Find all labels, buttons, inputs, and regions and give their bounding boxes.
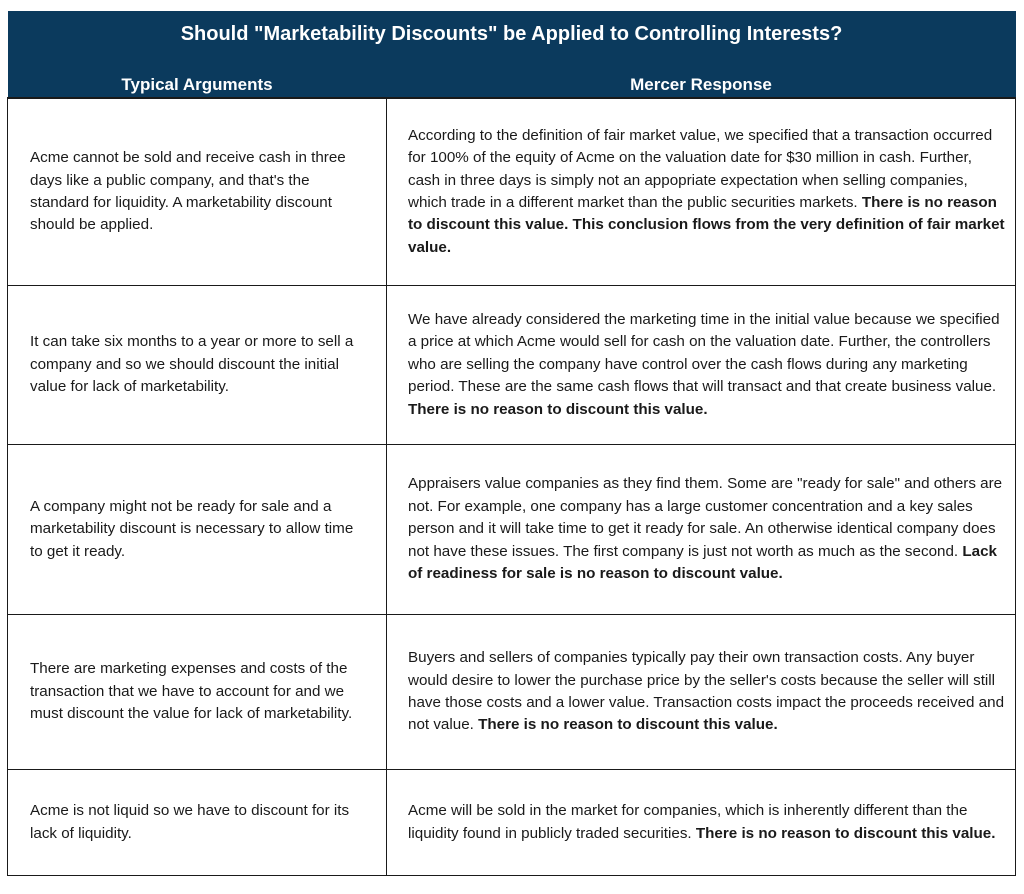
argument-cell: There are marketing expenses and costs of the transaction that we have to account for and we must discount the value for lack of marketability. <box>8 615 387 770</box>
response-text: We have already considered the marketing time in the initial value because we specified a price at which Acme would sell for cash on the valuation date. Further, the controllers who are selling the company have control over the cash flows during any marketing period. These are the same cash flows that will transact and that create business value. <box>408 310 1000 396</box>
response-conclusion: There is no reason to discount this value. <box>695 824 996 842</box>
table-row <box>8 98 1016 286</box>
column-header-typical-arguments: Typical Arguments <box>8 57 387 98</box>
argument-cell: A company might not be ready for sale and a marketability discount is necessary to allow time to get it ready. <box>8 445 387 615</box>
table-row <box>8 770 1016 876</box>
title-row <box>8 11 1016 57</box>
response-cell <box>387 770 1016 876</box>
response-cell <box>387 98 1016 286</box>
arguments-table <box>7 11 1016 876</box>
response-cell <box>387 445 1016 615</box>
response-text: Appraisers value companies as they find them. Some are "ready for sale" and others are not. For example, one company has a large customer concentration and a key sales person and it will take time to get it ready for sale. An otherwise identical company does not have these issues. The first company is just not worth as much as the second. <box>408 475 1003 560</box>
table-row <box>8 445 1016 615</box>
table-row <box>8 615 1016 770</box>
response-cell <box>387 615 1016 770</box>
column-header-row <box>8 57 1016 98</box>
argument-cell: Acme is not liquid so we have to discount for its lack of liquidity. <box>8 770 387 876</box>
response-text: According to the definition of fair market value, we specified that a transaction occurred for 100% of the equity of Acme on the valuation date for $30 million in cash. Further, cash in three days is simply not an appopriate expectation when selling companies, which trade in a different market than the public securities markets. <box>408 126 993 211</box>
response-conclusion: There is no reason to discount this value. This conclusion flows from the very definition of fair market value. <box>408 194 1005 256</box>
response-conclusion: There is no reason to discount this value. <box>478 716 778 734</box>
table-row <box>8 286 1016 445</box>
response-text: Buyers and sellers of companies typically pay their own transaction costs. Any buyer would desire to lower the purchase price by the seller's costs because the seller will still have those costs and a lower value. Transaction costs impact the proceeds received and not value. <box>408 649 1005 734</box>
response-text: Acme will be sold in the market for companies, which is inherently different than the liquidity found in publicly traded securities. <box>408 802 968 842</box>
table-title: Should "Marketability Discounts" be Applied to Controlling Interests? <box>180 22 843 45</box>
response-conclusion: Lack of readiness for sale is no reason to discount value. <box>408 542 997 583</box>
argument-cell: It can take six months to a year or more to sell a company and so we should discount the initial value for lack of marketability. <box>8 286 387 445</box>
argument-cell: Acme cannot be sold and receive cash in three days like a public company, and that's the standard for liquidity. A marketability discount should be applied. <box>8 98 387 286</box>
column-header-mercer-response: Mercer Response <box>387 57 1016 98</box>
response-cell <box>387 286 1016 445</box>
response-conclusion: There is no reason to discount this value. <box>408 400 708 418</box>
